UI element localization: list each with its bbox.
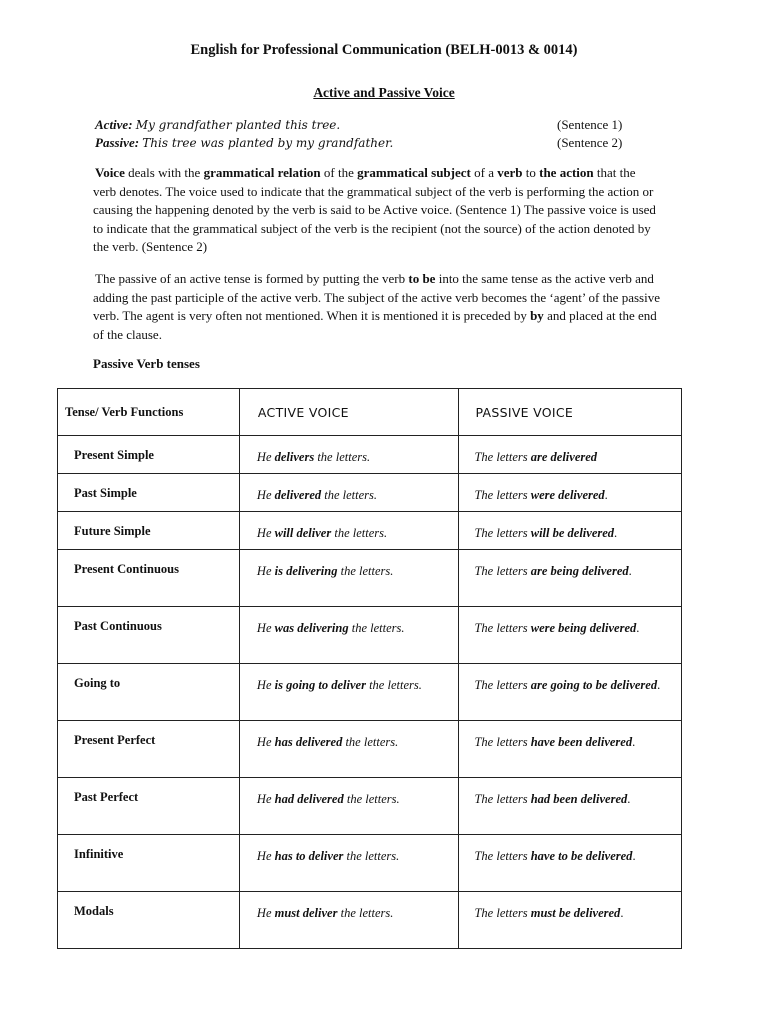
active-verb: delivered (274, 488, 322, 502)
term-grammatical-relation: grammatical relation (203, 165, 321, 180)
text-run: . (632, 735, 636, 749)
passive-cell (459, 778, 682, 835)
text-run: that the verb denotes. The voice used to indicate that the grammatical subject of the verb is performing the action or causing the happening denoted by the verb is said to be Active voice. (Sentence 1) The passive voice is used to indicate that the grammatical subject of the verb is the recipient (not the source) of the action denoted by the verb. (Sentence 2) (93, 165, 656, 254)
text-run: deals with the (124, 165, 204, 180)
table-heading: Passive Verb tenses (93, 356, 200, 371)
text-run: The letters (474, 906, 531, 920)
text-run: . (604, 488, 608, 502)
voice-definition-paragraph (93, 164, 661, 257)
passive-sentence (459, 550, 681, 580)
active-cell (239, 436, 459, 474)
active-sentence (240, 835, 459, 865)
tense-name: Modals (74, 904, 114, 918)
text-run: He (256, 488, 275, 502)
text-run: The passive of an active tense is formed by putting the verb (95, 271, 409, 286)
passive-cell (459, 664, 682, 721)
term-grammatical-subject: grammatical subject (357, 165, 471, 180)
table-row (58, 436, 682, 474)
passive-sentence (459, 721, 681, 751)
example-sentence: My grandfather planted this tree. (135, 118, 341, 132)
text-run: the letters. (342, 735, 399, 749)
table-header-row (58, 389, 682, 436)
table-row (58, 474, 682, 512)
term-voice: Voice (95, 165, 125, 180)
tense-cell (58, 778, 240, 835)
tense-cell (58, 664, 240, 721)
header-cell-tense (58, 389, 240, 436)
text-run: He (256, 678, 275, 692)
passive-sentence (459, 892, 681, 922)
example-reference: (Sentence 1) (557, 117, 623, 132)
text-run: . (628, 564, 632, 578)
text-run: The letters (474, 450, 531, 464)
active-sentence (240, 664, 459, 694)
passive-sentence (459, 474, 681, 504)
text-run: The letters (474, 564, 531, 578)
passive-cell (459, 550, 682, 607)
text-run: to (522, 165, 540, 180)
active-verb: has to deliver (274, 849, 344, 863)
tense-cell (58, 436, 240, 474)
passive-cell (459, 474, 682, 512)
text-run: the letters. (314, 450, 371, 464)
tense-cell (58, 550, 240, 607)
active-cell (239, 835, 459, 892)
tense-name: Past Perfect (74, 790, 139, 804)
text-run: . (657, 678, 661, 692)
tense-cell (58, 835, 240, 892)
passive-sentence (459, 512, 681, 542)
active-verb: delivers (274, 450, 315, 464)
active-cell (239, 512, 459, 550)
passive-verb: have to be delivered (530, 849, 633, 863)
active-sentence (240, 892, 459, 922)
text-run: The letters (474, 735, 531, 749)
example-passive (95, 135, 655, 151)
table-row (58, 835, 682, 892)
active-cell (239, 892, 459, 949)
text-run: The letters (474, 488, 531, 502)
table-row (58, 607, 682, 664)
example-active (95, 117, 655, 133)
active-sentence (240, 550, 459, 580)
tense-cell (58, 721, 240, 778)
example-label: Passive: (95, 135, 140, 150)
table-row (58, 664, 682, 721)
text-run: He (256, 906, 275, 920)
text-run: and placed at the end of the clause. (93, 308, 657, 342)
table-row (58, 550, 682, 607)
passive-verb: are delivered (530, 450, 598, 464)
active-sentence (240, 474, 459, 504)
passive-verb: will be delivered (530, 526, 615, 540)
active-cell (239, 778, 459, 835)
text-run: The letters (474, 849, 531, 863)
active-cell (239, 607, 459, 664)
active-verb: was delivering (274, 621, 349, 635)
tense-cell (58, 474, 240, 512)
table-row (58, 721, 682, 778)
table-row (58, 778, 682, 835)
active-verb: must deliver (274, 906, 338, 920)
active-cell (239, 721, 459, 778)
example-sentence: This tree was planted by my grandfather. (142, 136, 394, 150)
passive-sentence (459, 436, 681, 466)
text-run: the letters. (343, 792, 400, 806)
text-run: of the (320, 165, 358, 180)
text-run: He (256, 564, 275, 578)
text-run: the letters. (337, 564, 394, 578)
term-the-action: the action (539, 165, 594, 180)
passive-verb: were delivered (530, 488, 605, 502)
text-run: into the same tense as the active verb and adding the past participle of the active verb. The subject of the active verb becomes the ‘agent’ of the passive verb. The agent is very often not mentioned. When it is mentioned it is preceded by (93, 271, 660, 323)
passive-sentence (459, 607, 681, 637)
text-run: The letters (474, 792, 531, 806)
active-sentence (240, 778, 459, 808)
passive-cell (459, 892, 682, 949)
active-cell (239, 664, 459, 721)
passive-verb: are being delivered (530, 564, 629, 578)
text-run: The letters (474, 621, 531, 635)
active-cell (239, 474, 459, 512)
text-run: . (614, 526, 618, 540)
text-run: The letters (474, 678, 531, 692)
text-run: . (627, 792, 631, 806)
active-verb: has delivered (274, 735, 343, 749)
text-run: He (256, 621, 275, 635)
active-verb: is delivering (274, 564, 338, 578)
passive-sentence (459, 778, 681, 808)
text-run: the letters. (343, 849, 400, 863)
active-verb: will deliver (274, 526, 332, 540)
passive-verb: were being delivered (530, 621, 637, 635)
passive-sentence (459, 835, 681, 865)
text-run: He (256, 450, 275, 464)
header-cell-passive (459, 389, 682, 436)
section-title (0, 85, 768, 101)
text-run: He (256, 849, 275, 863)
passive-cell (459, 512, 682, 550)
text-run: the letters. (321, 488, 378, 502)
active-cell (239, 550, 459, 607)
table-row (58, 892, 682, 949)
active-sentence (240, 607, 459, 637)
term-to-be: to be (408, 271, 436, 286)
passive-formation-paragraph (93, 270, 661, 344)
text-run: He (256, 792, 275, 806)
document-title: English for Professional Communication (BELH-0013 & 0014) (190, 42, 578, 58)
header-tense: Tense/ Verb Functions (65, 405, 184, 419)
tense-name: Present Perfect (74, 733, 156, 747)
text-run: the letters. (348, 621, 405, 635)
active-verb: had delivered (274, 792, 344, 806)
tense-name: Past Simple (74, 486, 137, 500)
text-run: He (256, 735, 275, 749)
tense-cell (58, 607, 240, 664)
active-sentence (240, 721, 459, 751)
text-run: . (632, 849, 636, 863)
passive-sentence (459, 664, 681, 694)
tense-name: Future Simple (74, 524, 151, 538)
passive-cell (459, 436, 682, 474)
tense-name: Present Simple (74, 448, 154, 462)
header-active: ACTIVE VOICE (257, 405, 349, 420)
tense-cell (58, 512, 240, 550)
section-title-text: Active and Passive Voice (313, 85, 455, 100)
example-reference: (Sentence 2) (557, 135, 623, 150)
passive-cell (459, 835, 682, 892)
text-run: the letters. (337, 906, 394, 920)
passive-cell (459, 721, 682, 778)
passive-verb: must be delivered (530, 906, 621, 920)
table-row (58, 512, 682, 550)
text-run: . (636, 621, 640, 635)
passive-tenses-table (57, 388, 682, 949)
text-run: The letters (474, 526, 531, 540)
tense-name: Present Continuous (74, 562, 179, 576)
text-run: the letters. (331, 526, 388, 540)
example-label: Active: (95, 117, 133, 132)
active-verb: is going to deliver (274, 678, 366, 692)
text-run: He (256, 526, 275, 540)
passive-verb: are going to be delivered (530, 678, 658, 692)
tense-cell (58, 892, 240, 949)
term-verb: verb (497, 165, 523, 180)
header-cell-active (239, 389, 459, 436)
term-by: by (530, 308, 544, 323)
text-run: . (620, 906, 624, 920)
passive-verb: had been delivered (530, 792, 628, 806)
active-sentence (240, 436, 459, 466)
tense-name: Infinitive (74, 847, 124, 861)
header-passive: PASSIVE VOICE (475, 405, 574, 420)
tense-name: Past Continuous (74, 619, 162, 633)
text-run: the letters. (365, 678, 422, 692)
passive-cell (459, 607, 682, 664)
passive-verb: have been delivered (530, 735, 633, 749)
text-run: of a (470, 165, 498, 180)
active-sentence (240, 512, 459, 542)
tense-name: Going to (74, 676, 121, 690)
